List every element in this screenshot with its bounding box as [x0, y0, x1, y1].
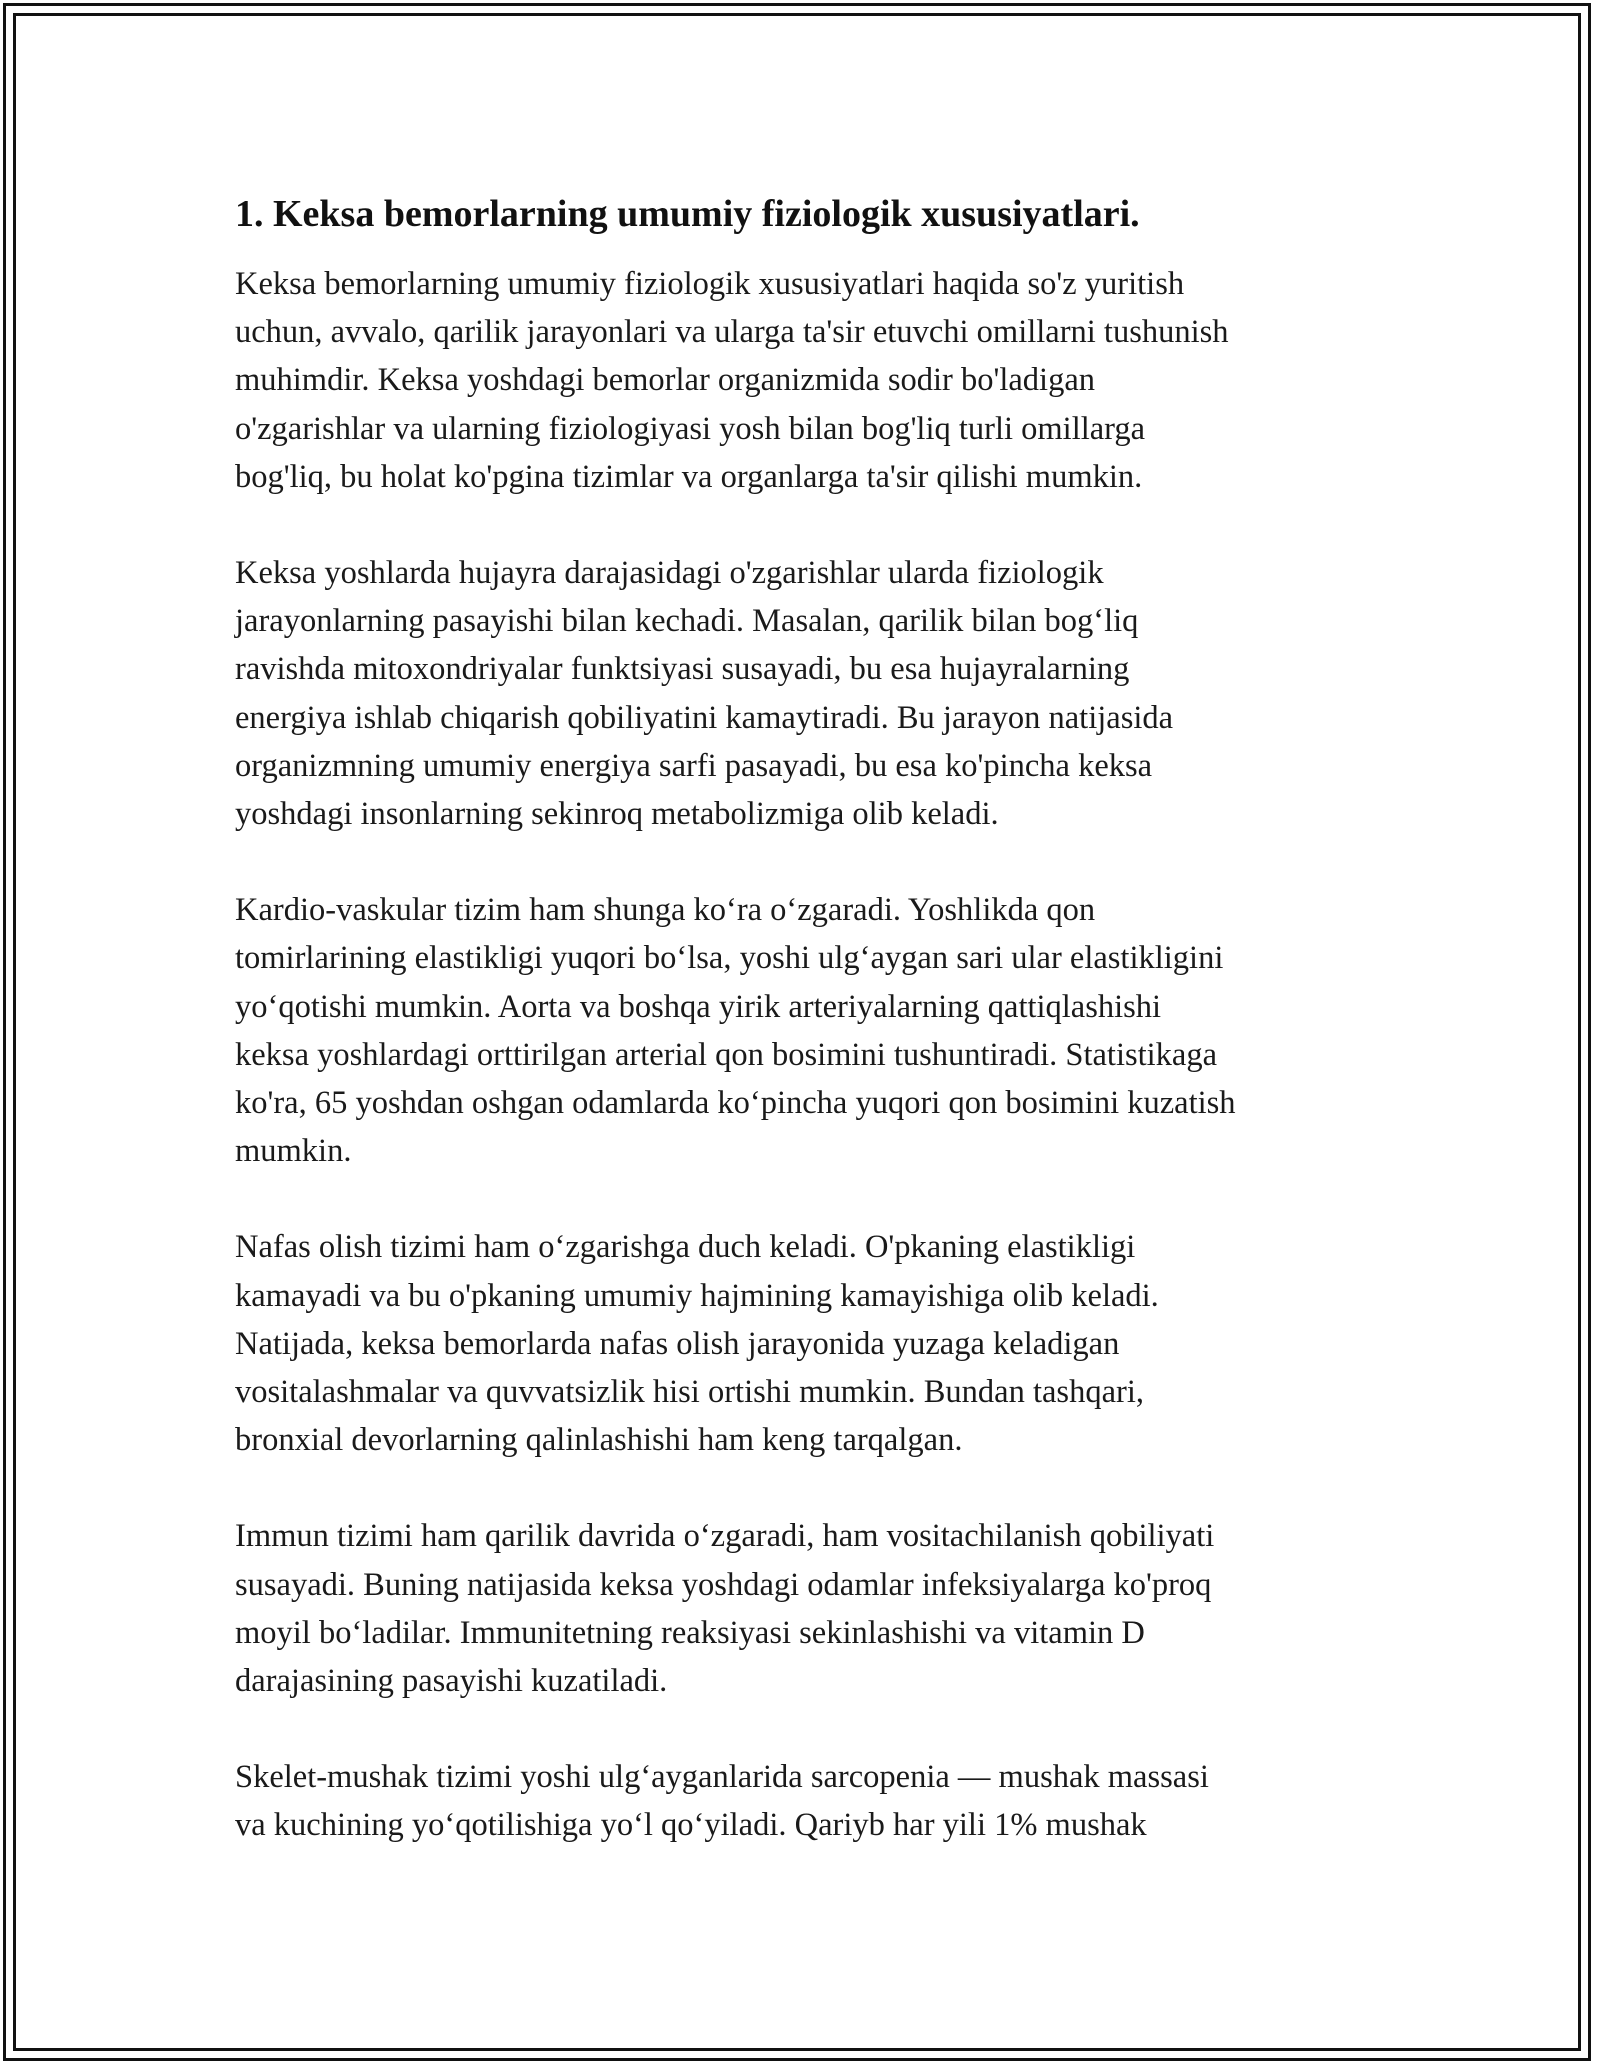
paragraph-1 — [235, 260, 1385, 501]
paragraph-line: susayadi. Buning natijasida keksa yoshdagi odamlar infeksiyalarga ko'proq — [235, 1566, 1212, 1603]
paragraph-line: vositalashmalar va quvvatsizlik hisi ortishi mumkin. Bundan tashqari, — [235, 1374, 1144, 1411]
document-body — [235, 188, 1385, 1898]
paragraph-line: moyil bo‘ladilar. Immunitetning reaksiyasi sekinlashishi va vitamin D — [235, 1614, 1145, 1651]
paragraph-line: Natijada, keksa bemorlarda nafas olish jarayonida yuzaga keladigan — [235, 1325, 1120, 1362]
paragraph-line: kamayadi va bu o'pkaning umumiy hajmining kamayishiga olib keladi. — [235, 1277, 1159, 1314]
paragraph-line: jarayonlarning pasayishi bilan kechadi. Masalan, qarilik bilan bog‘liq — [235, 603, 1139, 640]
paragraph-line: Skelet-mushak tizimi yoshi ulg‘ayganlarida sarcopenia — mushak massasi — [235, 1759, 1209, 1796]
paragraph-3 — [235, 886, 1385, 1175]
paragraph-line: ravishda mitoxondriyalar funktsiyasi susayadi, bu esa hujayralarning — [235, 651, 1130, 688]
paragraph-line: tomirlarining elastikligi yuqori bo‘lsa, yoshi ulg‘aygan sari ular elastikligini — [235, 940, 1224, 977]
paragraph-2 — [235, 549, 1385, 838]
paragraph-line: darajasining pasayishi kuzatiladi. — [235, 1663, 668, 1700]
paragraph-line: Kardio-vaskular tizim ham shunga ko‘ra o‘zgaradi. Yoshlikda qon — [235, 892, 1096, 929]
paragraph-line: yoshdagi insonlarning sekinroq metabolizmiga olib keladi. — [235, 796, 999, 833]
paragraph-line: yo‘qotishi mumkin. Aorta va boshqa yirik arteriyalarning qattiqlashishi — [235, 988, 1162, 1025]
paragraph-4 — [235, 1223, 1385, 1464]
paragraph-line: Keksa bemorlarning umumiy fiziologik xususiyatlari haqida so'z yuritish — [235, 266, 1185, 302]
paragraph-line: bog'liq, bu holat ko'pgina tizimlar va organlarga ta'sir qilishi mumkin. — [235, 458, 1143, 495]
paragraph-line: mumkin. — [235, 1133, 352, 1170]
paragraph-line: Immun tizimi ham qarilik davrida o‘zgaradi, ham vositachilanish qobiliyati — [235, 1518, 1215, 1555]
paragraph-line: keksa yoshlardagi orttirilgan arterial qon bosimini tushuntiradi. Statistikaga — [235, 1036, 1218, 1073]
paragraph-line: Nafas olish tizimi ham o‘zgarishga duch keladi. O'pkaning elastikligi — [235, 1229, 1136, 1266]
paragraph-line: organizmning umumiy energiya sarfi pasayadi, bu esa ko'pincha keksa — [235, 747, 1153, 784]
paragraph-line: ko'ra, 65 yoshdan oshgan odamlarda ko‘pincha yuqori qon bosimini kuzatish — [235, 1085, 1236, 1122]
paragraph-line: va kuchining yo‘qotilishiga yo‘l qo‘yiladi. Qariyb har yili 1% mushak — [235, 1807, 1147, 1844]
paragraph-6 — [235, 1753, 1385, 1849]
paragraph-line: energiya ishlab chiqarish qobiliyatini kamaytiradi. Bu jarayon natijasida — [235, 699, 1174, 736]
paragraph-line: muhimdir. Keksa yoshdagi bemorlar organizmida sodir bo'ladigan — [235, 362, 1096, 399]
section-heading: 1. Keksa bemorlarning umumiy fiziologik xususiyatlari. — [235, 193, 1140, 235]
paragraph-line: Keksa yoshlarda hujayra darajasidagi o'zgarishlar ularda fiziologik — [235, 555, 1104, 592]
paragraph-5 — [235, 1512, 1385, 1705]
paragraph-line: bronxial devorlarning qalinlashishi ham keng tarqalgan. — [235, 1422, 963, 1459]
paragraph-line: uchun, avvalo, qarilik jarayonlari va ularga ta'sir etuvchi omillarni tushunish — [235, 314, 1229, 351]
paragraph-line: o'zgarishlar va ularning fiziologiyasi yosh bilan bog'liq turli omillarga — [235, 410, 1146, 447]
